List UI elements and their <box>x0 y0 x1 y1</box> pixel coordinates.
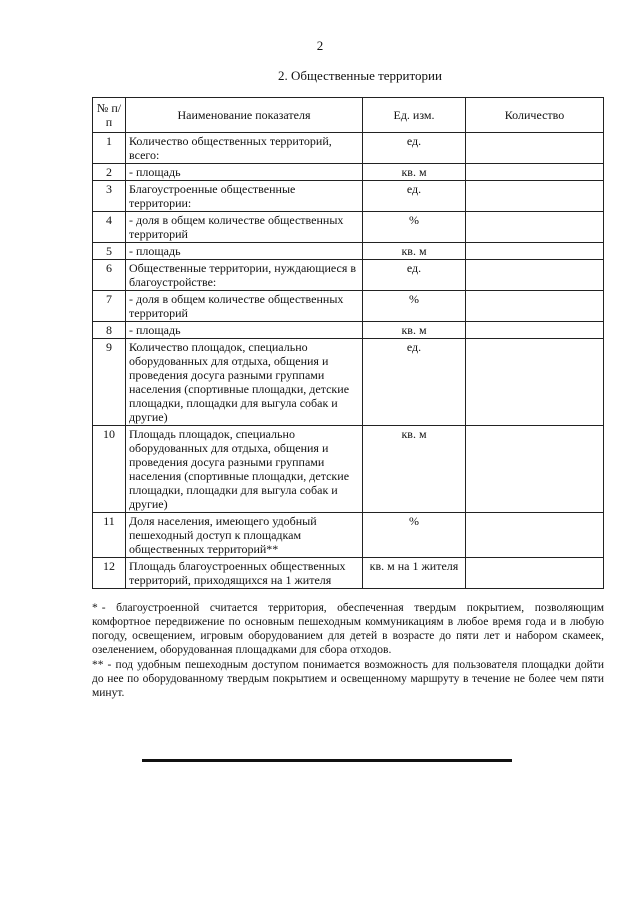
header-unit: Ед. изм. <box>363 98 466 133</box>
row-unit: кв. м <box>363 322 466 339</box>
footnote-mark: * <box>92 602 98 614</box>
row-num: 5 <box>93 243 126 260</box>
row-num: 7 <box>93 291 126 322</box>
row-name: Площадь площадок, специально оборудованных для отдыха, общения и проведения досуга разными группами населения (спортивные площадки, детские площадки, площадки для выгула собак и другие) <box>126 426 363 513</box>
table-row <box>93 133 604 164</box>
row-name: Доля населения, имеющего удобный пешеходный доступ к площадкам общественных территорий** <box>126 513 363 558</box>
footnote-text: - благоустроенной считается территория, обеспеченная твердым покрытием, позволяющим комфортное передвижение по основным пешеходным коммуникациям в любое время года и в любую погоду, освещением, игровым оборудованием для детей в возрасте до пяти лет и набором скамеек, озеленением, оборудованная площадками для сбора отходов. <box>92 602 604 656</box>
row-num: 10 <box>93 426 126 513</box>
row-name: Количество площадок, специально оборудованных для отдыха, общения и проведения досуга разными группами населения (спортивные площадки, детские площадки, площадки для выгула собак и другие) <box>126 339 363 426</box>
row-num: 4 <box>93 212 126 243</box>
footnote-1 <box>92 601 604 657</box>
row-unit: кв. м <box>363 426 466 513</box>
row-unit: кв. м <box>363 243 466 260</box>
row-name: Общественные территории, нуждающиеся в благоустройстве: <box>126 260 363 291</box>
row-unit: ед. <box>363 133 466 164</box>
row-qty[interactable] <box>466 291 604 322</box>
row-name: Количество общественных территорий, всего: <box>126 133 363 164</box>
table-row <box>93 164 604 181</box>
row-name: Площадь благоустроенных общественных территорий, приходящихся на 1 жителя <box>126 558 363 589</box>
row-qty[interactable] <box>466 513 604 558</box>
row-qty[interactable] <box>466 426 604 513</box>
row-unit: ед. <box>363 181 466 212</box>
page-number: 2 <box>316 38 324 53</box>
row-unit: ед. <box>363 260 466 291</box>
table-row <box>93 426 604 513</box>
signature-rule <box>142 759 512 762</box>
footnote-mark: ** <box>92 659 104 671</box>
row-num: 1 <box>93 133 126 164</box>
footnote-2 <box>92 658 604 700</box>
row-unit: ед. <box>363 339 466 426</box>
table-row <box>93 322 604 339</box>
row-qty[interactable] <box>466 212 604 243</box>
row-name: Благоустроенные общественные территории: <box>126 181 363 212</box>
row-unit: % <box>363 513 466 558</box>
row-unit: кв. м на 1 жителя <box>363 558 466 589</box>
table-row <box>93 260 604 291</box>
section-title: 2. Общественные территории <box>278 68 442 83</box>
row-num: 11 <box>93 513 126 558</box>
row-num: 2 <box>93 164 126 181</box>
row-name: - площадь <box>126 164 363 181</box>
header-qty: Количество <box>466 98 604 133</box>
row-unit: кв. м <box>363 164 466 181</box>
row-num: 12 <box>93 558 126 589</box>
row-qty[interactable] <box>466 322 604 339</box>
row-qty[interactable] <box>466 181 604 212</box>
row-unit: % <box>363 212 466 243</box>
row-name: - площадь <box>126 243 363 260</box>
row-unit: % <box>363 291 466 322</box>
table-row <box>93 558 604 589</box>
header-num: № п/п <box>93 98 126 133</box>
row-qty[interactable] <box>466 164 604 181</box>
table-row <box>93 513 604 558</box>
row-qty[interactable] <box>466 260 604 291</box>
row-name: - доля в общем количестве общественных территорий <box>126 212 363 243</box>
row-qty[interactable] <box>466 339 604 426</box>
table-row <box>93 339 604 426</box>
table-row <box>93 181 604 212</box>
row-name: - площадь <box>126 322 363 339</box>
indicators-table <box>92 97 604 589</box>
table-row <box>93 291 604 322</box>
row-num: 6 <box>93 260 126 291</box>
row-num: 9 <box>93 339 126 426</box>
row-qty[interactable] <box>466 558 604 589</box>
row-name: - доля в общем количестве общественных территорий <box>126 291 363 322</box>
table-row <box>93 212 604 243</box>
table-row <box>93 243 604 260</box>
table-header-row <box>93 98 604 133</box>
row-num: 8 <box>93 322 126 339</box>
footnotes <box>92 601 604 701</box>
row-qty[interactable] <box>466 133 604 164</box>
header-name: Наименование показателя <box>126 98 363 133</box>
row-num: 3 <box>93 181 126 212</box>
row-qty[interactable] <box>466 243 604 260</box>
footnote-text: - под удобным пешеходным доступом понимается возможность для пользователя площадки дойти до нее по оборудованному твердым покрытием и освещенному маршруту в течение не более чем пяти минут. <box>92 659 604 699</box>
